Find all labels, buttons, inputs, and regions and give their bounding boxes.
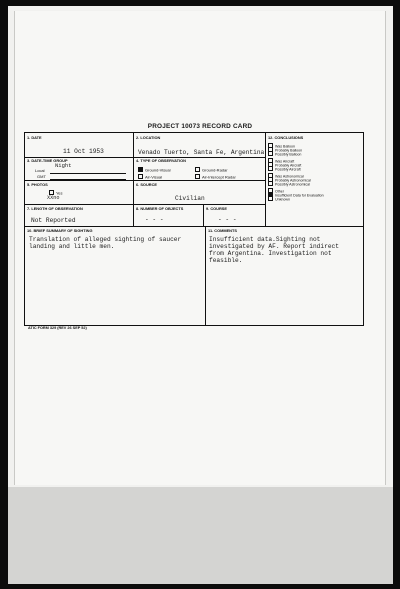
divider xyxy=(25,180,265,181)
photos-label: 5. PHOTOS xyxy=(27,182,48,187)
objects-label: 8. NUMBER OF OBJECTS xyxy=(136,206,184,211)
datetime-value: Night xyxy=(55,162,72,169)
conclusion-option: Probably Astronomical xyxy=(268,177,311,183)
divider xyxy=(25,226,363,227)
comments-label: 11. COMMENTS xyxy=(208,228,237,233)
datetime-local-label: Local xyxy=(35,168,45,173)
comments-line: Insufficient data.Sighting not xyxy=(209,236,321,243)
checkbox-icon xyxy=(268,166,273,171)
objects-value: - - - xyxy=(145,216,164,223)
checkbox-icon xyxy=(268,151,273,156)
divider xyxy=(203,204,204,226)
datetime-label: 3. DATE-TIME GROUP xyxy=(27,158,68,163)
photos-yes: Yes xyxy=(49,190,63,196)
summary-line: Translation of alleged sighting of saucer xyxy=(29,236,182,243)
conclusion-option: Unknown xyxy=(268,196,290,202)
conclusion-option: Possibly Balloon xyxy=(268,151,301,157)
course-label: 9. COURSE xyxy=(206,206,227,211)
length-label: 7. LENGTH OF OBSERVATION xyxy=(27,206,83,211)
form-number: ATIC FORM 329 (REV 26 SEP 52) xyxy=(28,326,87,330)
summary-label: 10. BRIEF SUMMARY OF SIGHTING xyxy=(27,228,93,233)
obs-ground-visual: Ground-Visual xyxy=(138,167,171,173)
checkbox-icon xyxy=(138,167,143,172)
date-value: 11 Oct 1953 xyxy=(63,148,104,155)
card-title: PROJECT 10073 RECORD CARD xyxy=(147,123,253,130)
comments-line: feasible. xyxy=(209,257,243,264)
divider xyxy=(265,133,266,226)
conclusion-option: Probably Balloon xyxy=(268,147,302,153)
divider xyxy=(205,226,206,325)
comments-line: from Argentina. Investigation not xyxy=(209,250,332,257)
datetime-gmt-label: GMT xyxy=(37,174,46,179)
checkbox-icon xyxy=(195,167,200,172)
date-label: 1. DATE xyxy=(27,135,42,140)
source-label: 6. SOURCE xyxy=(136,182,157,187)
checkbox-icon xyxy=(268,196,273,201)
conclusion-option: Was Aircraft xyxy=(268,158,294,164)
obs-air-intercept-radar: Air-Intercept Radar xyxy=(195,174,236,180)
conclusion-option: Other xyxy=(268,188,284,194)
conclusion-option: Insufficient Data for Evaluation xyxy=(268,192,324,198)
obs-air-visual: Air-Visual xyxy=(138,174,162,180)
location-value: Venado Tuerto, Santa Fe, Argentina xyxy=(138,149,264,156)
summary-line: landing and little men. xyxy=(29,243,115,250)
conclusion-option: Was Astronomical xyxy=(268,173,304,179)
conclusion-option: Possibly Aircraft xyxy=(268,166,301,172)
length-value: Not Reported xyxy=(31,217,76,224)
obs-ground-radar: Ground-Radar xyxy=(195,167,228,173)
checkbox-icon xyxy=(268,181,273,186)
gmt-underline xyxy=(50,179,126,180)
location-label: 2. LOCATION xyxy=(136,135,161,140)
conclusion-option: Probably Aircraft xyxy=(268,162,301,168)
local-underline xyxy=(50,173,126,174)
divider xyxy=(25,204,265,205)
source-value: Civilian xyxy=(175,195,205,202)
comments-line: investigated by AF. Report indirect xyxy=(209,243,339,250)
record-card xyxy=(24,132,364,326)
course-value: - - - xyxy=(218,216,237,223)
conclusion-option: Possibly Astronomical xyxy=(268,181,310,187)
conclusions-label: 12. CONCLUSIONS xyxy=(268,135,304,140)
obs-type-label: 4. TYPE OF OBSERVATION xyxy=(136,158,186,163)
checkbox-icon xyxy=(195,174,200,179)
photos-no: XXno xyxy=(47,195,60,201)
conclusion-option: Was Balloon xyxy=(268,143,295,149)
checkbox-icon xyxy=(138,174,143,179)
scan-lower-strip xyxy=(8,487,393,584)
